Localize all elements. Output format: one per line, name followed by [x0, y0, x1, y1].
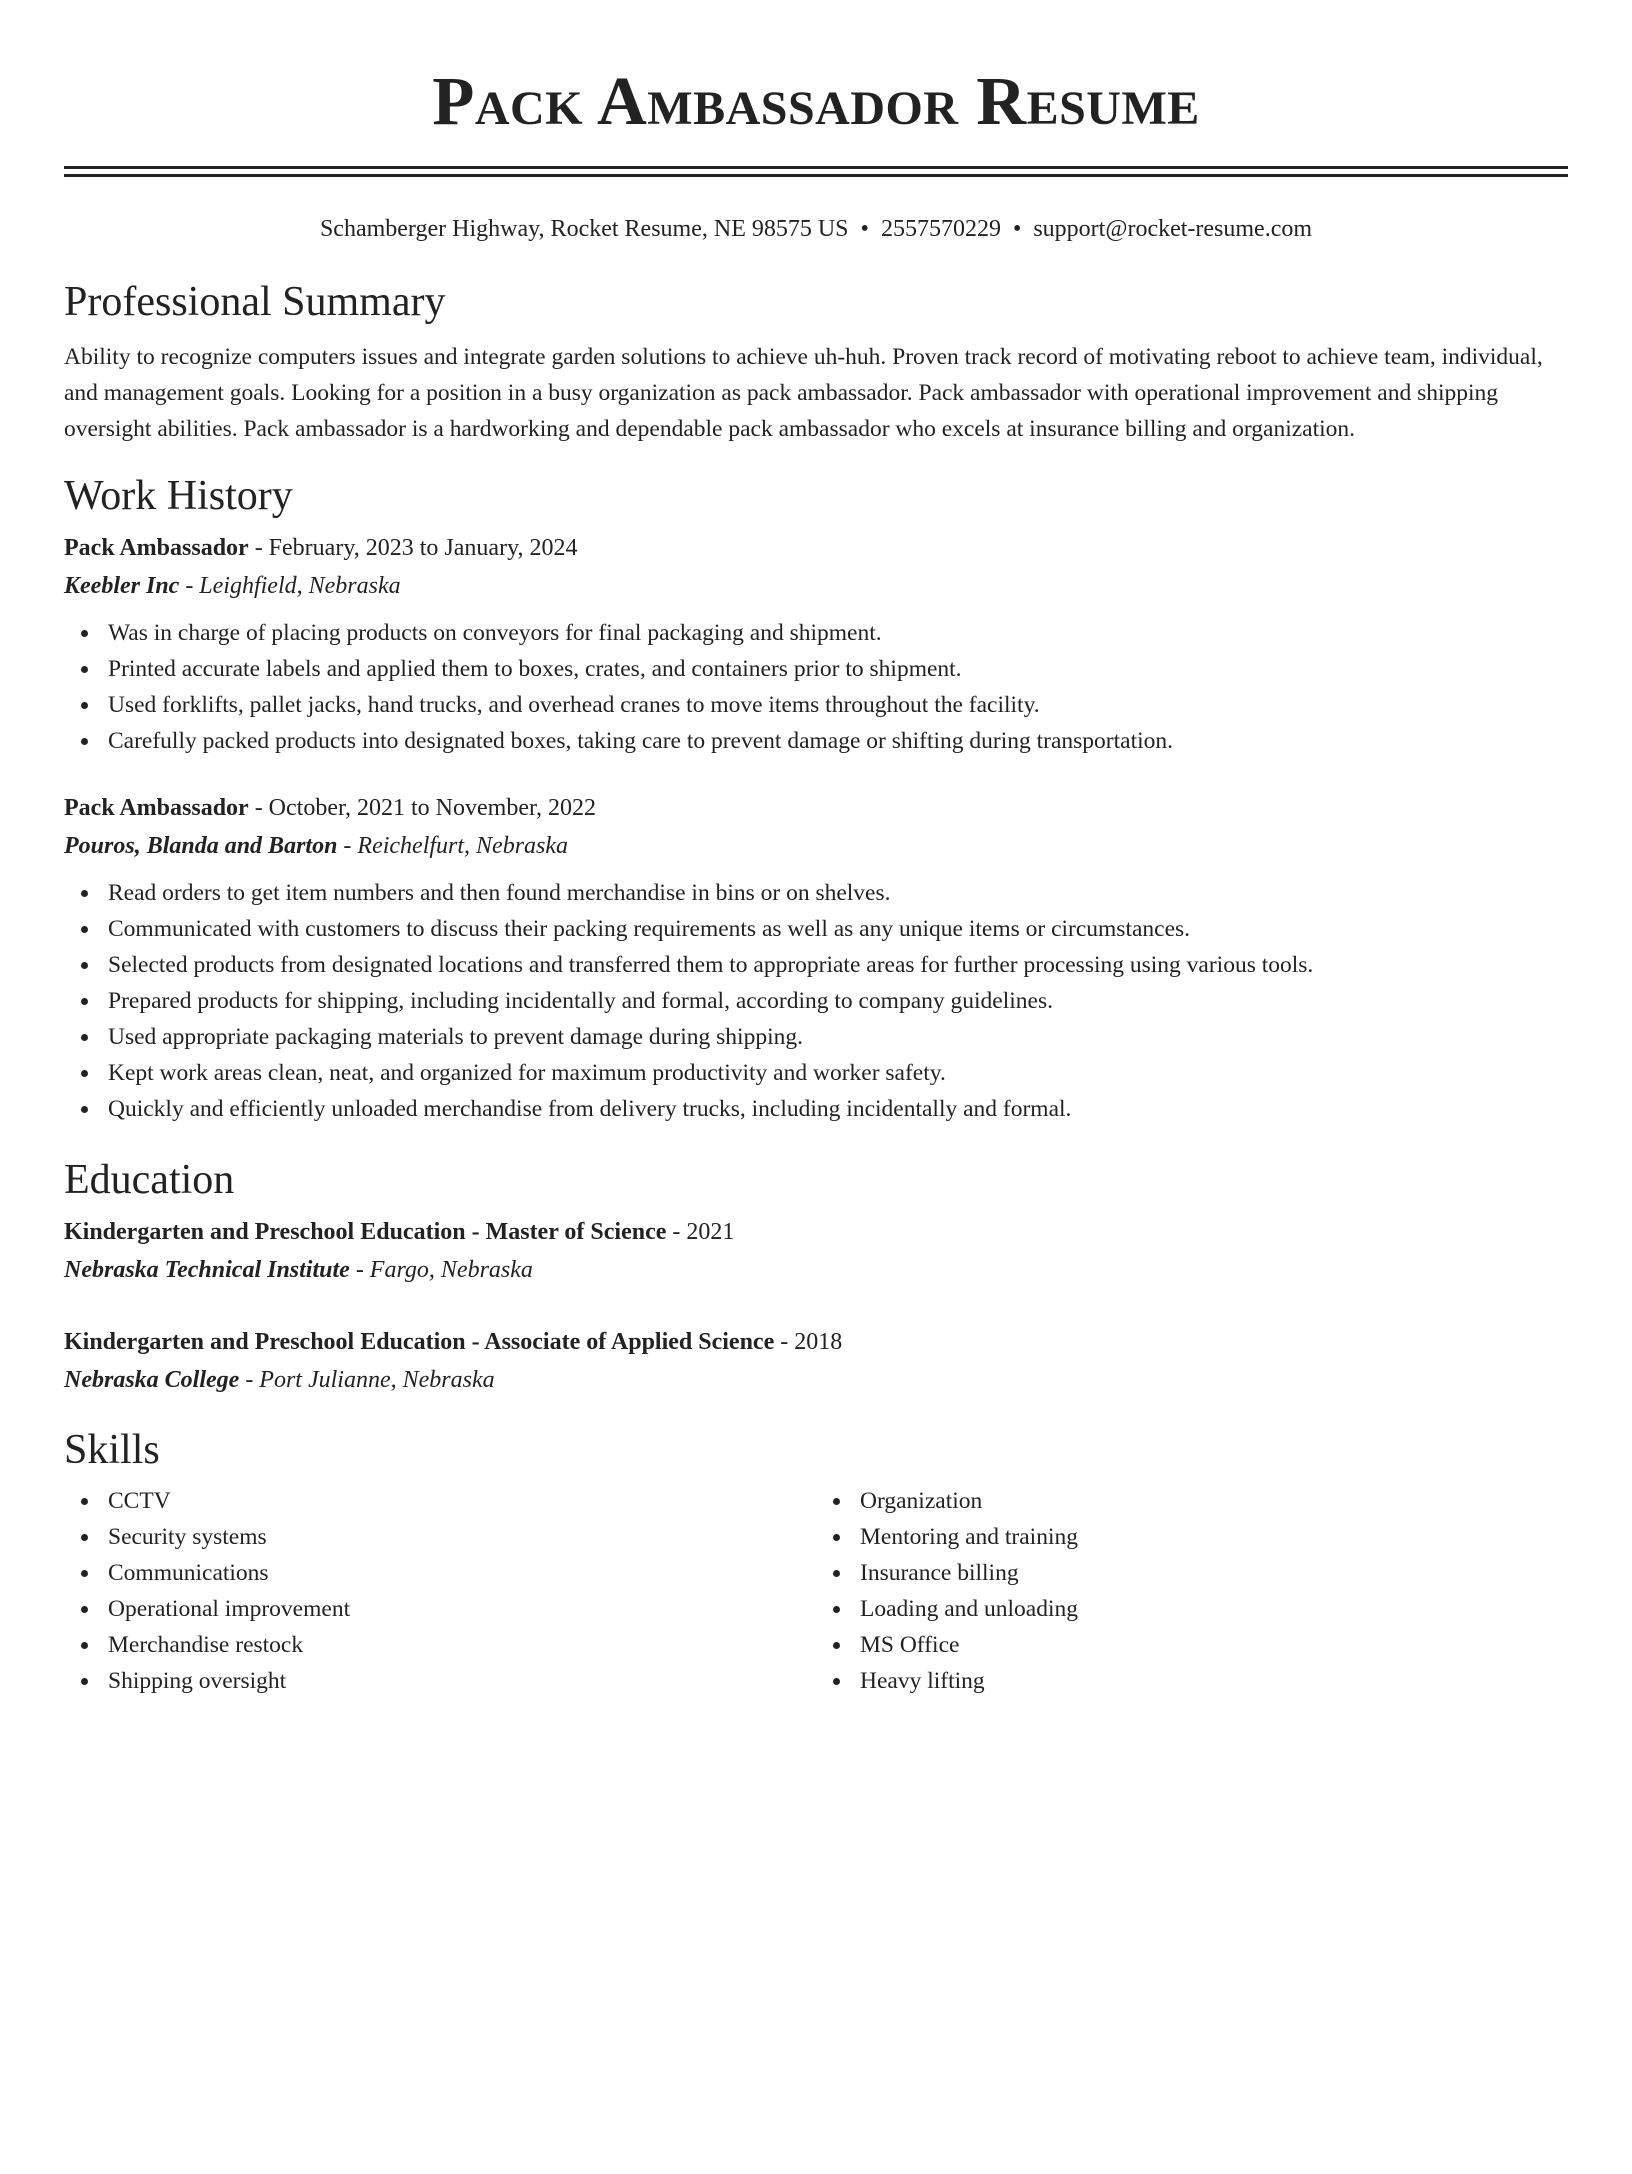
job-entry — [64, 789, 1568, 1127]
education-heading: Education — [64, 1157, 235, 1203]
job-company: Keebler Inc — [64, 573, 180, 599]
skill-item: Organization — [860, 1483, 1568, 1519]
degree-year: - 2018 — [774, 1329, 843, 1355]
school-line — [64, 1251, 1568, 1289]
resume-title: Pack Ambassador Resume — [432, 63, 1200, 139]
job-title-line — [64, 529, 1568, 567]
list-item: Used forklifts, pallet jacks, hand trucks, and overhead cranes to move items throughout the facility. — [108, 687, 1568, 723]
skills-heading: Skills — [64, 1427, 160, 1473]
work-history-section — [64, 471, 1568, 1127]
contact-email: support@rocket-resume.com — [1033, 216, 1313, 242]
job-location: - Reichelfurt, Nebraska — [337, 833, 569, 859]
contact-phone: 2557570229 — [880, 216, 1001, 242]
job-title: Pack Ambassador — [64, 795, 249, 821]
skills-list-right — [816, 1483, 1568, 1699]
list-item: Used appropriate packaging materials to prevent damage during shipping. — [108, 1019, 1568, 1055]
school-line — [64, 1361, 1568, 1399]
degree-year: - 2021 — [666, 1219, 735, 1245]
school: Nebraska College — [64, 1367, 240, 1393]
degree-line — [64, 1213, 1568, 1251]
job-dates: - October, 2021 to November, 2022 — [248, 795, 597, 821]
list-item: Quickly and efficiently unloaded merchandise from delivery trucks, including incidentally and formal. — [108, 1091, 1568, 1127]
summary-text: Ability to recognize computers issues and integrate garden solutions to achieve uh-huh. Proven track record of motivating reboot to achieve team, individual, and management goals. Looking for a position in a busy organization as pack ambassador. Pack ambassador with operational improvement and shipping oversight abilities. Pack ambassador is a hardworking and dependable pack ambassador who excels at insurance billing and organization. — [64, 344, 1543, 442]
skill-item: Heavy lifting — [860, 1663, 1568, 1699]
summary-section — [64, 277, 1568, 447]
list-item: Read orders to get item numbers and then found merchandise in bins or on shelves. — [108, 875, 1568, 911]
skill-item: Insurance billing — [860, 1555, 1568, 1591]
skill-item: Security systems — [108, 1519, 816, 1555]
degree: Kindergarten and Preschool Education - Associate of Applied Science — [64, 1329, 775, 1355]
list-item: Prepared products for shipping, including incidentally and formal, according to company guidelines. — [108, 983, 1568, 1019]
degree: Kindergarten and Preschool Education - Master of Science — [64, 1219, 667, 1245]
skill-item: Merchandise restock — [108, 1627, 816, 1663]
skills-columns — [64, 1483, 1568, 1699]
school: Nebraska Technical Institute — [64, 1257, 350, 1283]
job-bullet-list — [64, 875, 1568, 1127]
contact-address: Schamberger Highway, Rocket Resume, NE 98575 US — [319, 216, 849, 242]
contact-separator: • — [860, 216, 869, 242]
skills-list-left — [64, 1483, 816, 1699]
list-item: Was in charge of placing products on conveyors for final packaging and shipment. — [108, 615, 1568, 651]
school-location: - Fargo, Nebraska — [349, 1257, 533, 1283]
job-title: Pack Ambassador — [64, 535, 249, 561]
job-entry — [64, 529, 1568, 759]
job-company-line — [64, 827, 1568, 865]
job-dates: - February, 2023 to January, 2024 — [248, 535, 578, 561]
skills-section — [64, 1425, 1568, 1699]
skill-item: CCTV — [108, 1483, 816, 1519]
job-location: - Leighfield, Nebraska — [179, 573, 401, 599]
education-entry — [64, 1323, 1568, 1399]
job-company: Pouros, Blanda and Barton — [64, 833, 338, 859]
skill-item: Mentoring and training — [860, 1519, 1568, 1555]
list-item: Selected products from designated locations and transferred them to appropriate areas for further processing using various tools. — [108, 947, 1568, 983]
degree-line — [64, 1323, 1568, 1361]
skill-item: Loading and unloading — [860, 1591, 1568, 1627]
contact-separator: • — [1012, 216, 1022, 242]
list-item: Kept work areas clean, neat, and organized for maximum productivity and worker safety. — [108, 1055, 1568, 1091]
skill-item: Communications — [108, 1555, 816, 1591]
job-company-line — [64, 567, 1568, 605]
list-item: Printed accurate labels and applied them to boxes, crates, and containers prior to shipment. — [108, 651, 1568, 687]
work-history-heading: Work History — [64, 473, 293, 519]
resume-page — [0, 62, 1632, 1699]
education-entry — [64, 1213, 1568, 1289]
job-bullet-list — [64, 615, 1568, 759]
title-double-rule — [64, 166, 1568, 177]
summary-heading: Professional Summary — [64, 279, 446, 325]
contact-line — [64, 213, 1568, 245]
list-item: Carefully packed products into designated boxes, taking care to prevent damage or shifting during transportation. — [108, 723, 1568, 759]
skill-item: Operational improvement — [108, 1591, 816, 1627]
skill-item: Shipping oversight — [108, 1663, 816, 1699]
list-item: Communicated with customers to discuss their packing requirements as well as any unique items or circumstances. — [108, 911, 1568, 947]
job-title-line — [64, 789, 1568, 827]
education-section — [64, 1155, 1568, 1399]
skill-item: MS Office — [860, 1627, 1568, 1663]
school-location: - Port Julianne, Nebraska — [239, 1367, 495, 1393]
